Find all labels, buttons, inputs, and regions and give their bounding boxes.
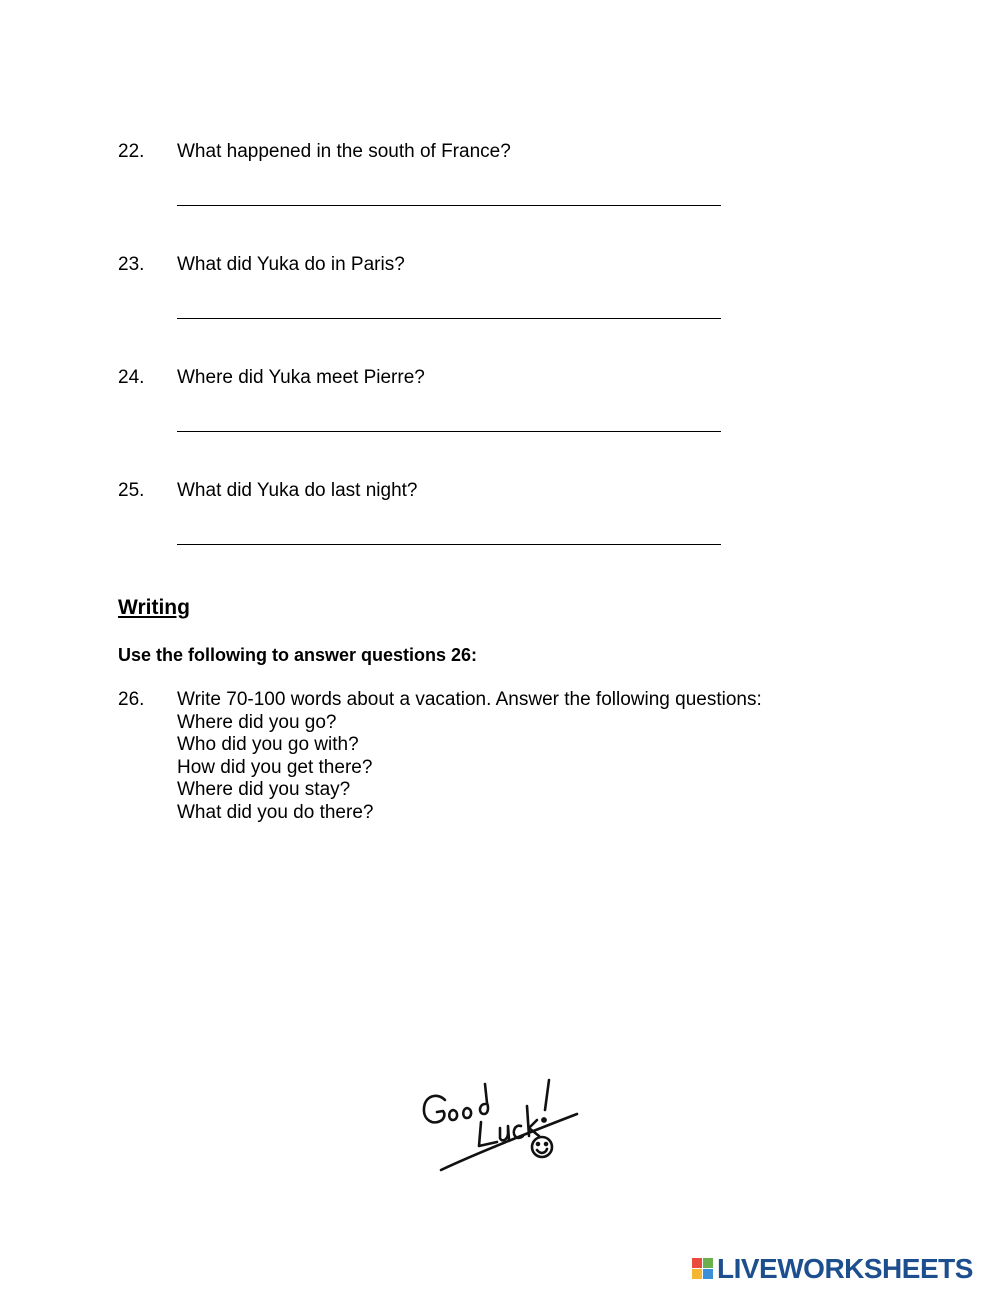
answer-line-22[interactable] <box>177 205 721 206</box>
good-luck-image <box>415 1070 585 1175</box>
logo-text: LIVEWORKSHEETS <box>717 1253 973 1284</box>
writing-instruction: Use the following to answer questions 26: <box>118 645 478 665</box>
writing-sub-question: Where did you stay? <box>177 779 351 801</box>
section-heading-writing: Writing <box>118 596 190 619</box>
question-text: What did Yuka do last night? <box>177 480 418 501</box>
question-text: What happened in the south of France? <box>177 141 511 162</box>
answer-line-23[interactable] <box>177 318 721 319</box>
question-number: 25. <box>118 480 145 501</box>
writing-sub-question: Who did you go with? <box>177 734 359 756</box>
writing-prompt: Write 70-100 words about a vacation. Answer the following questions: <box>177 689 762 710</box>
question-text: What did Yuka do in Paris? <box>177 254 405 275</box>
answer-line-24[interactable] <box>177 431 721 432</box>
writing-prompt-block <box>177 689 762 825</box>
question-number: 24. <box>118 367 145 388</box>
logo-mark-icon <box>692 1258 714 1280</box>
question-number: 23. <box>118 254 145 275</box>
liveworksheets-logo <box>692 1255 973 1283</box>
writing-sub-question: Where did you go? <box>177 711 337 733</box>
question-text: Where did Yuka meet Pierre? <box>177 367 425 388</box>
question-number: 26. <box>118 689 145 710</box>
writing-sub-question: What did you do there? <box>177 801 374 823</box>
answer-line-25[interactable] <box>177 544 721 545</box>
question-number: 22. <box>118 141 145 162</box>
writing-sub-question: How did you get there? <box>177 756 373 778</box>
